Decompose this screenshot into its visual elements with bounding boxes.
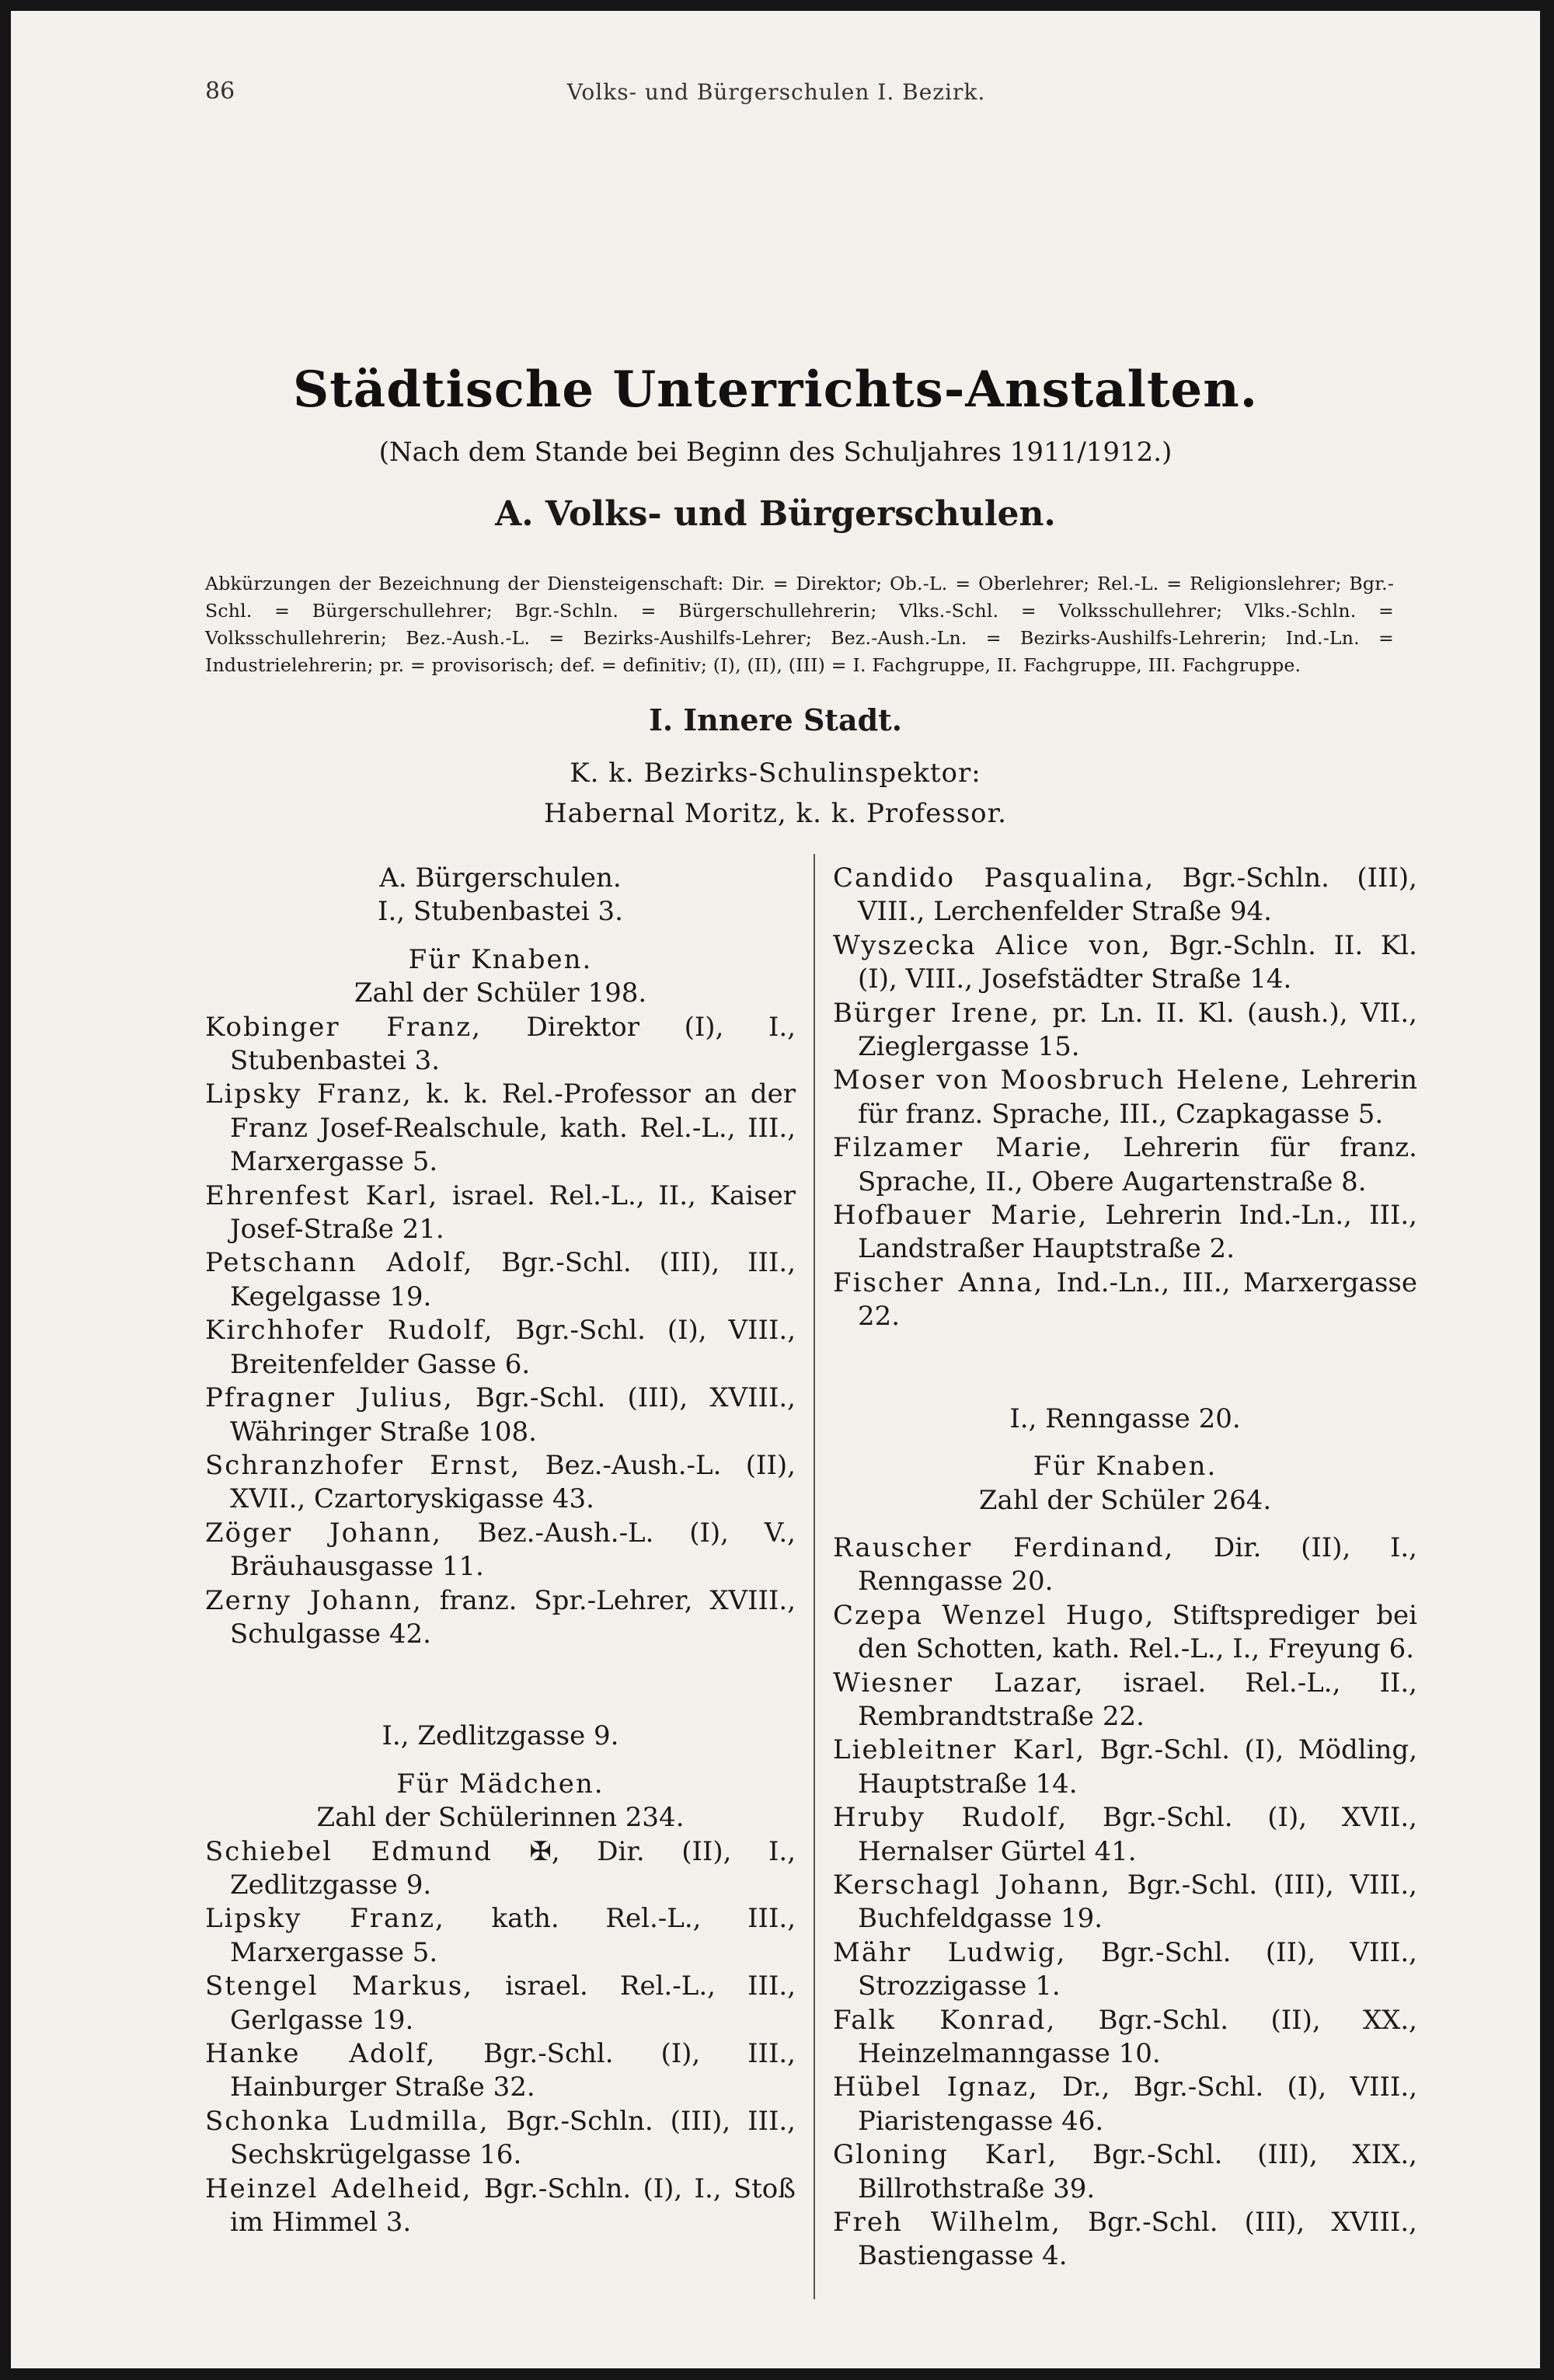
staff-details: Bgr.-Schl. (III), XIX., Billrothstraße 39. bbox=[858, 2139, 1417, 2204]
staff-entry bbox=[833, 2004, 1417, 2072]
staff-name: Fischer Anna, bbox=[833, 1267, 1044, 1298]
staff-name: Rauscher Ferdinand, bbox=[833, 1531, 1175, 1563]
pupil-count: Zahl der Schülerinnen 234. bbox=[316, 1802, 685, 1834]
staff-entry bbox=[205, 1382, 796, 1449]
inspector-block bbox=[11, 753, 1540, 834]
staff-entry bbox=[833, 1131, 1417, 1199]
staff-name: Zerny Johann, bbox=[205, 1584, 423, 1616]
staff-name: Kerschagl Johann, bbox=[833, 1869, 1111, 1901]
staff-entry bbox=[833, 2138, 1417, 2206]
staff-name: Pfragner Julius, bbox=[205, 1382, 454, 1414]
abbreviations-paragraph: Abkürzungen der Bezeichnung der Diensteigenschaft: Dir. = Direktor; Ob.-L. = Oberlehrer; Rel.-L. = Religionslehrer; Bgr.-Schl. = Bürgerschullehrer; Bgr.-Schln. = Bürgerschullehrerin; Vlks.-Schl. = Volksschullehrer; Vlks.-Schln. = Volksschullehrerin; Bez.-Aush.-L. = Bezirks-Aushilfs-Lehrer; Bez.-Aush.-Ln. = Bezirks-Aushilfs-Lehrerin; Ind.-Ln. = Industrielehrerin; pr. = provisorisch; def. = definitiv; (I), (II), (III) = I. Fachgruppe, II. Fachgruppe, III. Fachgruppe. bbox=[205, 573, 1394, 676]
inspector-name: Habernal Moritz, k. k. Professor. bbox=[544, 798, 1007, 829]
staff-details: Bgr.-Schl. (I), XVII., Hernalser Gürtel 41. bbox=[858, 1802, 1417, 1867]
staff-entry bbox=[833, 1064, 1417, 1131]
staff-name: Lipsky Franz, bbox=[205, 1903, 445, 1935]
staff-entry bbox=[833, 1267, 1417, 1334]
staff-details: Bez.-Aush.-L. (I), V., Bräuhausgasse 11. bbox=[230, 1517, 796, 1583]
staff-details: Dr., Bgr.-Schl. (I), VIII., Piaristengasse 46. bbox=[858, 2072, 1418, 2137]
staff-details: Bgr.-Schln. (III), III., Sechskrügelgasse 16. bbox=[230, 2105, 796, 2171]
left-column bbox=[205, 862, 796, 2239]
staff-name: Wyszecka Alice von, bbox=[833, 929, 1152, 961]
document-subtitle: (Nach dem Stande bei Beginn des Schuljahres 1911/1912.) bbox=[378, 437, 1172, 468]
staff-entry bbox=[833, 1599, 1417, 1667]
staff-details: Bgr.-Schl. (III), VIII., Buchfeldgasse 19. bbox=[858, 1869, 1417, 1935]
staff-details: Bgr.-Schl. (III), XVIII., Bastiengasse 4. bbox=[858, 2207, 1417, 2272]
staff-name: Heinzel Adelheid, bbox=[205, 2173, 472, 2204]
staff-name: Wiesner Lazar, bbox=[833, 1667, 1085, 1699]
staff-details: Bgr.-Schl. (III), XVIII., Währinger Straße 108. bbox=[230, 1382, 796, 1448]
staff-name: Candido Pasqualina, bbox=[833, 862, 1155, 894]
document-title: Städtische Unterrichts-Anstalten. bbox=[292, 361, 1259, 419]
staff-details: Bgr.-Schln. (I), I., Stoß im Himmel 3. bbox=[230, 2173, 796, 2239]
staff-entry bbox=[833, 1667, 1417, 1734]
staff-name: Schiebel Edmund bbox=[205, 1835, 493, 1867]
staff-entry bbox=[205, 1078, 796, 1179]
staff-entry bbox=[833, 2071, 1417, 2138]
staff-entry bbox=[833, 929, 1417, 997]
staff-details: Bgr.-Schl. (I), Mödling, Hauptstraße 14. bbox=[858, 1734, 1417, 1800]
pupil-count: Zahl der Schüler 264. bbox=[978, 1484, 1272, 1516]
staff-entry bbox=[205, 2105, 796, 2173]
page bbox=[11, 11, 1540, 2368]
school-gender: Für Mädchen. bbox=[396, 1768, 605, 1800]
staff-details: Direktor (I), I., Stubenbastei 3. bbox=[230, 1011, 796, 1077]
page-number: 86 bbox=[205, 78, 235, 105]
staff-entry bbox=[205, 1449, 796, 1517]
staff-entry bbox=[833, 1531, 1417, 1599]
staff-details: israel. Rel.-L., III., Gerlgasse 19. bbox=[230, 1971, 796, 2036]
school-address: I., Zedlitzgasse 9. bbox=[382, 1720, 619, 1752]
staff-name: Mähr Ludwig, bbox=[833, 1936, 1067, 1968]
staff-entry bbox=[205, 2173, 796, 2240]
pupil-count: Zahl der Schüler 198. bbox=[354, 977, 647, 1009]
staff-name: Lipsky Franz, bbox=[205, 1078, 413, 1110]
staff-entry bbox=[205, 1902, 796, 1970]
staff-entry bbox=[205, 1584, 796, 1652]
staff-name: Moser von Moosbruch Helene, bbox=[833, 1065, 1291, 1096]
school-address: I., Renngasse 20. bbox=[1009, 1403, 1241, 1434]
staff-entry bbox=[833, 1936, 1417, 2004]
staff-entry bbox=[833, 1734, 1417, 1801]
staff-name: Hanke Adolf, bbox=[205, 2038, 437, 2069]
staff-details: Bgr.-Schln. (III), VIII., Lerchenfelder Straße 94. bbox=[858, 862, 1417, 928]
staff-name: Hofbauer Marie, bbox=[833, 1200, 1089, 1232]
staff-details: pr. Ln. II. Kl. (aush.), VII., Zieglergasse 15. bbox=[858, 997, 1417, 1063]
subsection-heading: A. Bürgerschulen. bbox=[379, 862, 622, 894]
running-header bbox=[205, 78, 1347, 124]
staff-details: Bgr.-Schl. (II), VIII., Strozzigasse 1. bbox=[858, 1936, 1417, 2002]
right-column bbox=[833, 862, 1417, 2274]
staff-entry bbox=[833, 2206, 1417, 2274]
staff-details: Stiftsprediger bei den Schotten, kath. Rel.-L., I., Freyung 6. bbox=[858, 1599, 1417, 1665]
staff-name: Freh Wilhelm, bbox=[833, 2207, 1061, 2239]
staff-name: Filzamer Marie, bbox=[833, 1132, 1093, 1164]
staff-entry bbox=[205, 2037, 796, 2105]
staff-entry bbox=[205, 1011, 796, 1078]
staff-entry bbox=[833, 1869, 1417, 1936]
staff-details: Lehrerin für franz. Sprache, III., Czapkagasse 5. bbox=[858, 1065, 1417, 1130]
staff-entry bbox=[833, 862, 1417, 929]
staff-name: Kobinger Franz, bbox=[205, 1011, 482, 1043]
staff-entry bbox=[205, 1835, 796, 1903]
staff-details: Bgr.-Schl. (II), XX., Heinzelmanngasse 10. bbox=[858, 2004, 1417, 2069]
staff-name: Czepa Wenzel Hugo, bbox=[833, 1599, 1155, 1631]
staff-entry bbox=[833, 1801, 1417, 1869]
staff-entry bbox=[833, 1199, 1417, 1267]
staff-name: Schranzhofer Ernst, bbox=[205, 1449, 521, 1481]
staff-details: franz. Spr.-Lehrer, XVIII., Schulgasse 42. bbox=[230, 1584, 796, 1650]
staff-details: Bgr.-Schl. (III), III., Kegelgasse 19. bbox=[230, 1247, 796, 1312]
staff-details: ✠, Dir. (II), I., Zedlitzgasse 9. bbox=[230, 1835, 796, 1901]
staff-details: israel. Rel.-L., II., Kaiser Josef-Straße 21. bbox=[230, 1180, 796, 1246]
staff-entry bbox=[205, 1970, 796, 2037]
inspector-title: K. k. Bezirks-Schulinspektor: bbox=[570, 758, 981, 789]
staff-details: kath. Rel.-L., III., Marxergasse 5. bbox=[230, 1903, 796, 1968]
staff-entry bbox=[205, 1246, 796, 1314]
staff-entry bbox=[205, 1314, 796, 1382]
staff-details: Ind.-Ln., III., Marxergasse 22. bbox=[858, 1267, 1417, 1333]
staff-name: Hruby Rudolf, bbox=[833, 1802, 1068, 1834]
school-address: I., Stubenbastei 3. bbox=[378, 896, 623, 928]
school-gender: Für Knaben. bbox=[408, 943, 593, 975]
running-title: Volks- und Bürgerschulen I. Bezirk. bbox=[566, 79, 986, 105]
staff-details: Dir. (II), I., Renngasse 20. bbox=[858, 1531, 1417, 1598]
column-divider bbox=[814, 854, 815, 2299]
staff-name: Hübel Ignaz, bbox=[833, 2072, 1039, 2103]
staff-details: Lehrerin für franz. Sprache, II., Obere Augartenstraße 8. bbox=[858, 1132, 1417, 1197]
district-heading: I. Innere Stadt. bbox=[649, 702, 902, 737]
staff-entry bbox=[205, 1517, 796, 1584]
staff-details: Lehrerin Ind.-Ln., III., Landstraßer Hauptstraße 2. bbox=[858, 1200, 1417, 1265]
staff-name: Zöger Johann, bbox=[205, 1517, 442, 1549]
staff-details: Bez.-Aush.-L. (II), XVII., Czartoryskigasse 43. bbox=[230, 1449, 796, 1515]
staff-name: Stengel Markus, bbox=[205, 1971, 473, 2002]
staff-entry bbox=[833, 997, 1417, 1065]
staff-name: Petschann Adolf, bbox=[205, 1247, 474, 1279]
section-heading-a: A. Volks- und Bürgerschulen. bbox=[495, 494, 1056, 534]
staff-details: israel. Rel.-L., II., Rembrandtstraße 22. bbox=[858, 1667, 1417, 1732]
staff-name: Kirchhofer Rudolf, bbox=[205, 1315, 494, 1347]
staff-details: Bgr.-Schl. (I), VIII., Breitenfelder Gasse 6. bbox=[230, 1315, 796, 1380]
staff-entry bbox=[205, 1180, 796, 1247]
staff-details: Bgr.-Schl. (I), III., Hainburger Straße 32. bbox=[230, 2038, 796, 2103]
staff-name: Schonka Ludmilla, bbox=[205, 2105, 490, 2137]
staff-name: Gloning Karl, bbox=[833, 2139, 1058, 2171]
staff-name: Liebleitner Karl, bbox=[833, 1734, 1086, 1766]
staff-name: Falk Konrad, bbox=[833, 2004, 1057, 2036]
staff-details: Bgr.-Schln. II. Kl. (I), VIII., Josefstädter Straße 14. bbox=[858, 929, 1417, 995]
school-gender: Für Knaben. bbox=[1033, 1451, 1218, 1483]
staff-name: Ehrenfest Karl, bbox=[205, 1180, 439, 1211]
staff-name: Bürger Irene, bbox=[833, 997, 1040, 1029]
staff-details: k. k. Rel.-Professor an der Franz Josef-Realschule, kath. Rel.-L., III., Marxergasse 5. bbox=[230, 1078, 796, 1178]
